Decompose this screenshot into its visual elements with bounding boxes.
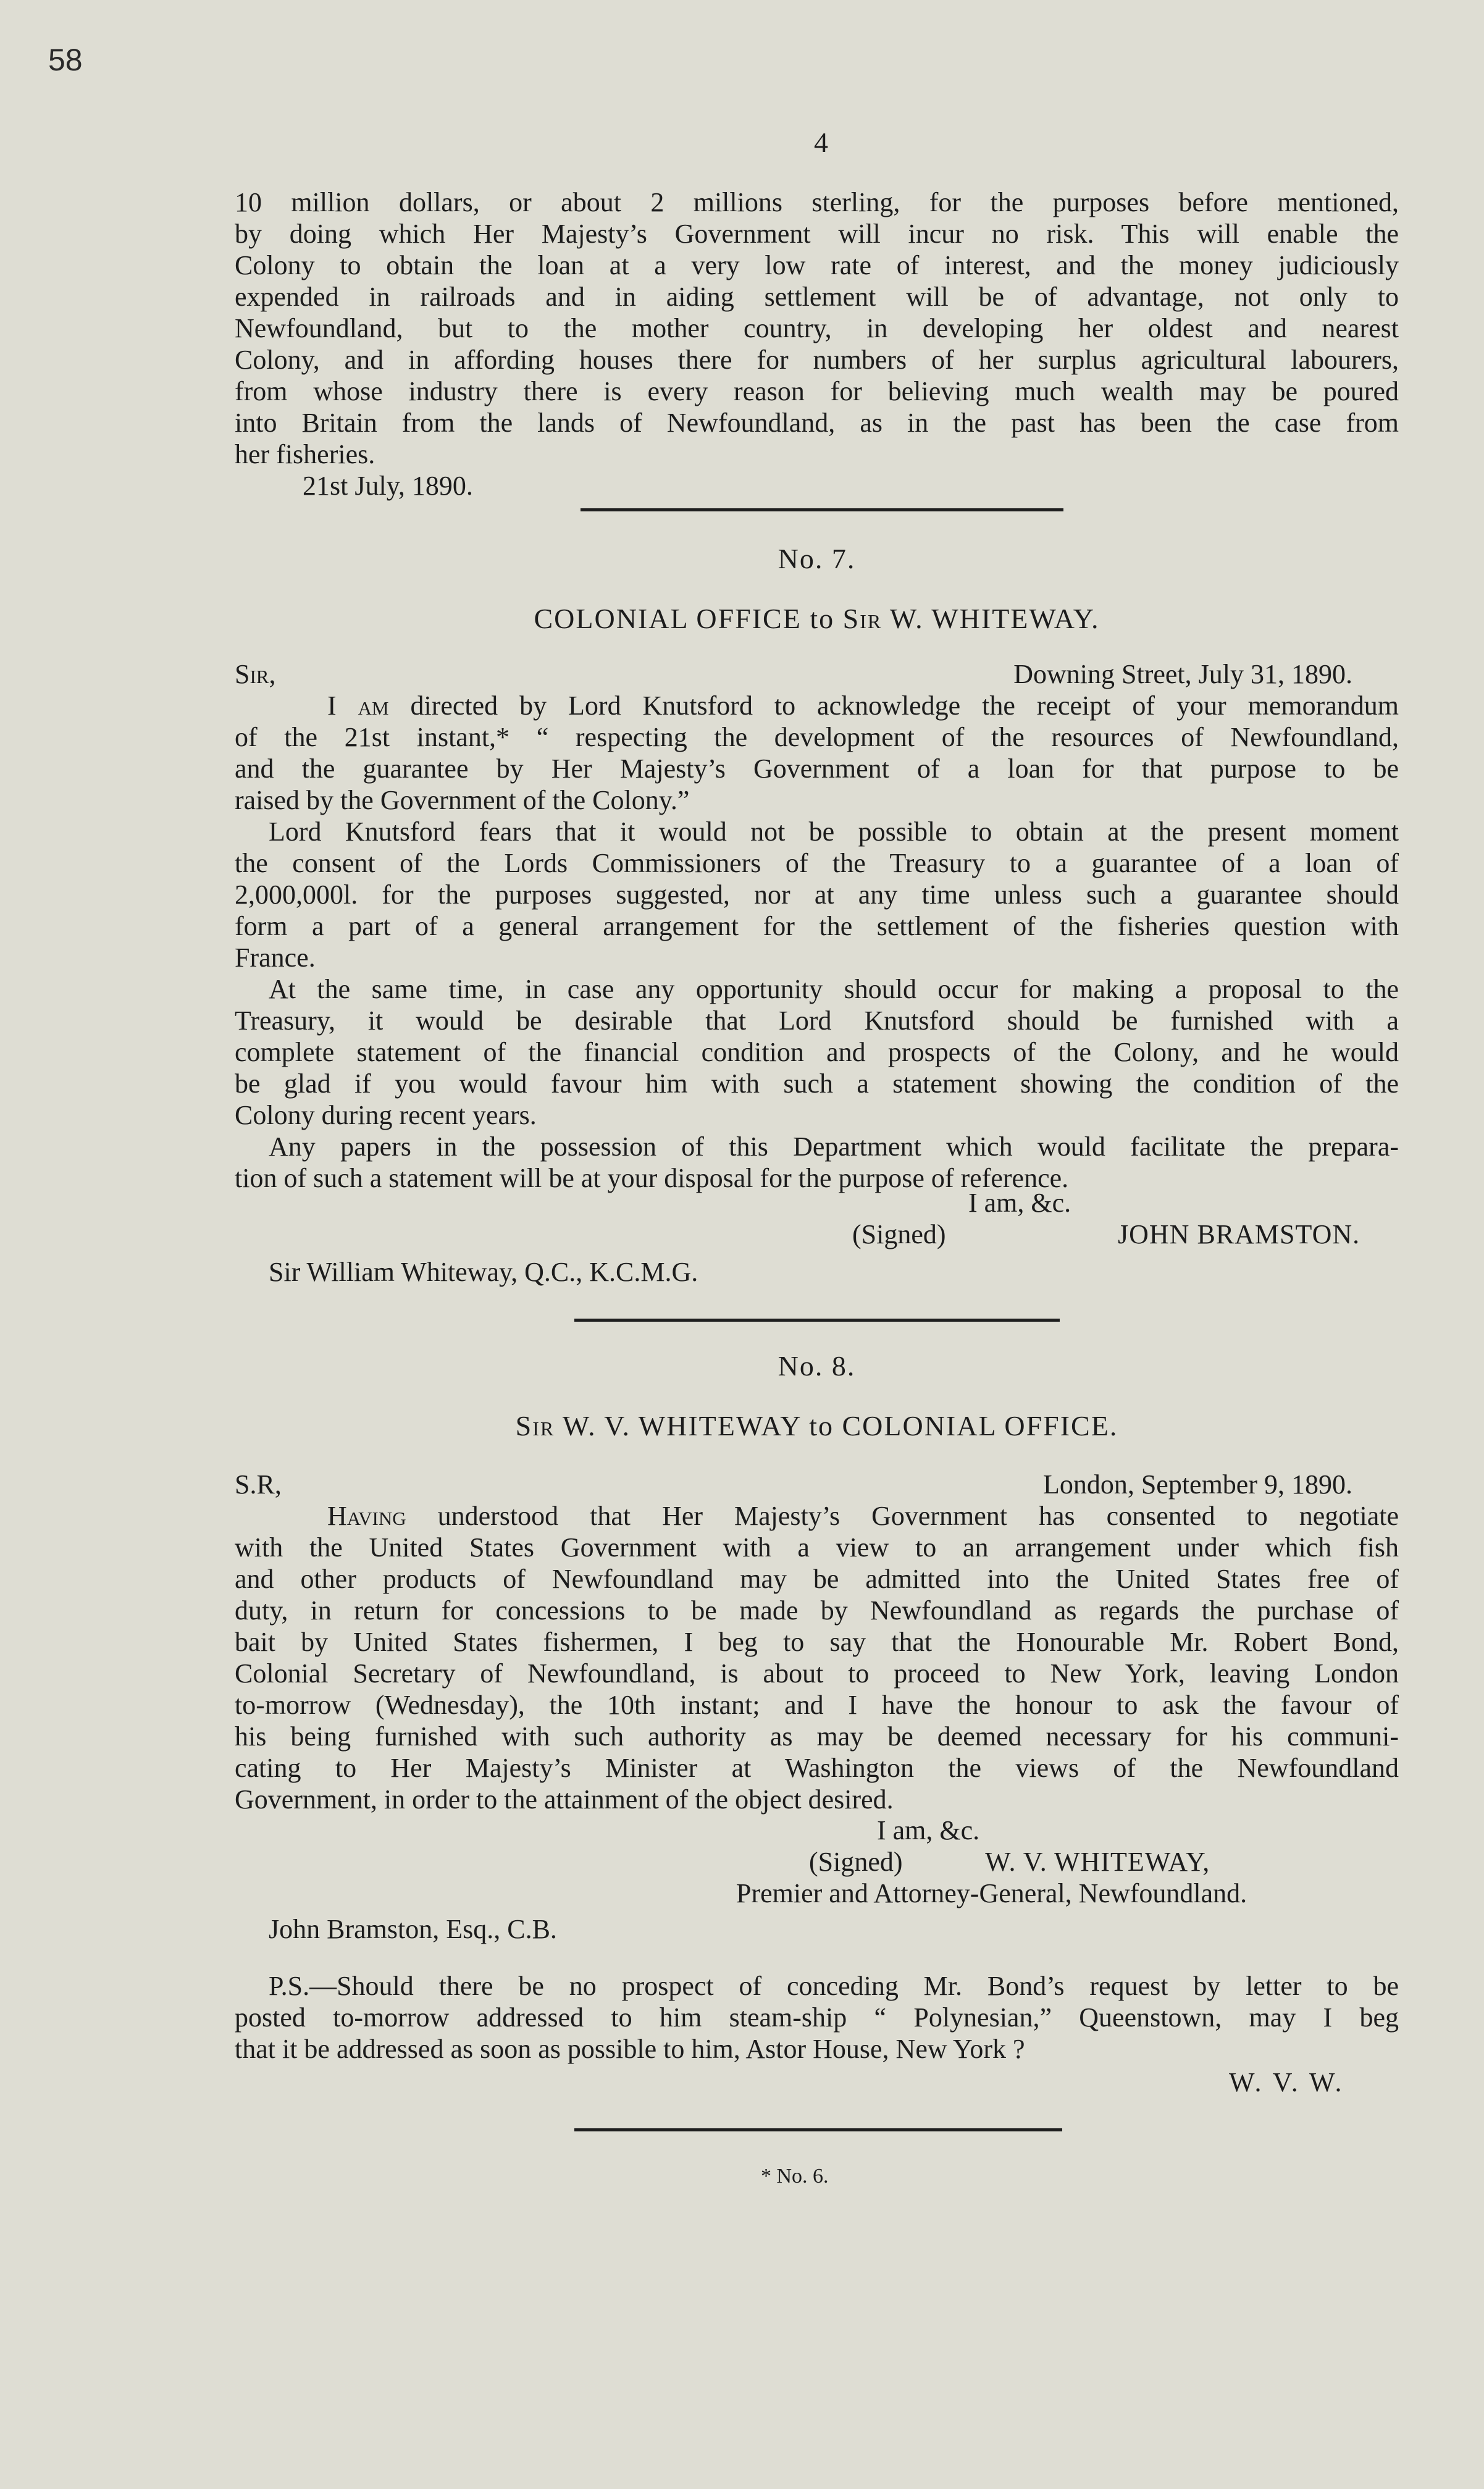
text-line: of the 21st instant,* “ respecting the development of the resources of Newfoundland,: [235, 722, 1399, 752]
addressee: Sir William Whiteway, Q.C., K.C.M.G.: [269, 1257, 698, 1287]
salutation: S.R,: [235, 1469, 282, 1500]
text-line: to-morrow (Wednesday), the 10th instant; and I have the honour to ask the favour of: [235, 1690, 1399, 1720]
section-divider: [581, 508, 1063, 511]
text-line: be glad if you would favour him with such a statement showing the condition of the: [235, 1068, 1399, 1099]
text-line: into Britain from the lands of Newfoundland, as in the past has been the case from: [235, 408, 1399, 438]
text-line: duty, in return for concessions to be made by Newfoundland as regards the purchase of: [235, 1595, 1399, 1626]
text-line: France.: [235, 942, 316, 973]
document-title-7: COLONIAL OFFICE to Sir W. WHITEWAY.: [534, 603, 1100, 634]
place-date: Downing Street, July 31, 1890.: [1013, 659, 1352, 689]
text-line: raised by the Government of the Colony.”: [235, 785, 690, 815]
section-divider: [574, 1319, 1060, 1322]
text-line: tion of such a statement will be at your disposal for the purpose of reference.: [235, 1163, 1069, 1193]
text-line: Colony, and in affording houses there for numbers of her surplus agricultural labourers,: [235, 345, 1399, 375]
text-line: 10 million dollars, or about 2 millions sterling, for the purposes before mentioned,: [235, 187, 1399, 217]
place-date: London, September 9, 1890.: [1042, 1469, 1352, 1500]
section-divider: [574, 2128, 1062, 2131]
text-line: and the guarantee by Her Majesty’s Government of a loan for that purpose to be: [235, 753, 1399, 784]
text-line: the consent of the Lords Commissioners of the Treasury to a guarantee of a loan of: [235, 848, 1399, 878]
text-line: form a part of a general arrangement for the settlement of the fisheries question with: [235, 911, 1399, 941]
postscript: [235, 1970, 1399, 2065]
text-line: P.S.—Should there be no prospect of conceding Mr. Bond’s request by letter to be: [269, 1971, 1399, 2001]
text-line: Colony to obtain the loan at a very low rate of interest, and the money judiciously: [235, 250, 1399, 280]
text-line: Any papers in the possession of this Department which would facilitate the prepara-: [269, 1131, 1399, 1162]
text-line: from whose industry there is every reason for believing much wealth may be poured: [235, 376, 1399, 406]
lead-word: I am: [327, 690, 389, 721]
signatory: JOHN BRAMSTON.: [1118, 1219, 1360, 1249]
document-number-7: No. 7.: [778, 543, 856, 574]
text-line: 2,000,000l. for the purposes suggested, nor at any time unless such a guarantee should: [235, 879, 1399, 910]
text-line: her fisheries.: [235, 439, 375, 469]
text-line: Colonial Secretary of Newfoundland, is about to proceed to New York, leaving London: [235, 1658, 1399, 1689]
lead-word: Having: [327, 1501, 406, 1531]
text-line: Government, in order to the attainment of the object desired.: [235, 1784, 894, 1815]
document-number-8: No. 8.: [778, 1350, 856, 1382]
intro-paragraph: [235, 187, 1399, 502]
signatory: W. V. WHITEWAY,: [985, 1847, 1210, 1877]
footnote: * No. 6.: [761, 2165, 829, 2188]
postscript-initials: W. V. W.: [1229, 2067, 1344, 2097]
signatory-title: Premier and Attorney-General, Newfoundland.: [736, 1878, 1247, 1908]
text-line: Treasury, it would be desirable that Lord Knutsford should be furnished with a: [235, 1005, 1399, 1036]
closing: I am, &c.: [968, 1188, 1071, 1218]
signed-label: (Signed): [809, 1847, 903, 1877]
text-line: I am directed by Lord Knutsford to acknowledge the receipt of your memorandum: [327, 690, 1399, 721]
text-line: Colony during recent years.: [235, 1100, 537, 1130]
letter-7: [235, 658, 1399, 1194]
text-line: bait by United States fishermen, I beg to say that the Honourable Mr. Robert Bond,: [235, 1627, 1399, 1657]
text-line: by doing which Her Majesty’s Government will incur no risk. This will enable the: [235, 219, 1399, 249]
text-line: cating to Her Majesty’s Minister at Washington the views of the Newfoundland: [235, 1753, 1399, 1783]
letter-8: [235, 1469, 1399, 1815]
document-title-8: Sir W. V. WHITEWAY to COLONIAL OFFICE.: [515, 1410, 1118, 1442]
text-line: and other products of Newfoundland may be admitted into the United States free of: [235, 1564, 1399, 1594]
text-line: his being furnished with such authority as may be deemed necessary for his communi-: [235, 1721, 1399, 1752]
intro-date: 21st July, 1890.: [303, 471, 473, 501]
folio-number: 4: [814, 127, 828, 158]
page-number: 58: [48, 43, 83, 77]
closing: I am, &c.: [877, 1815, 980, 1845]
text-line: that it be addressed as soon as possible to him, Astor House, New York ?: [235, 2034, 1025, 2064]
text-line: Lord Knutsford fears that it would not be possible to obtain at the present moment: [269, 816, 1399, 847]
salutation: Sir,: [235, 659, 276, 689]
signed-label: (Signed): [852, 1219, 946, 1249]
text-line: At the same time, in case any opportunity should occur for making a proposal to the: [269, 974, 1399, 1004]
addressee: John Bramston, Esq., C.B.: [269, 1914, 557, 1944]
text-line: Having understood that Her Majesty’s Government has consented to negotiate: [327, 1501, 1399, 1531]
text-line: with the United States Government with a view to an arrangement under which fish: [235, 1532, 1399, 1563]
text-line: Newfoundland, but to the mother country, in developing her oldest and nearest: [235, 313, 1399, 343]
text-line: complete statement of the financial condition and prospects of the Colony, and he would: [235, 1037, 1399, 1067]
text-line: posted to-morrow addressed to him steam-ship “ Polynesian,” Queenstown, may I beg: [235, 2002, 1399, 2033]
text-line: expended in railroads and in aiding settlement will be of advantage, not only to: [235, 282, 1399, 312]
